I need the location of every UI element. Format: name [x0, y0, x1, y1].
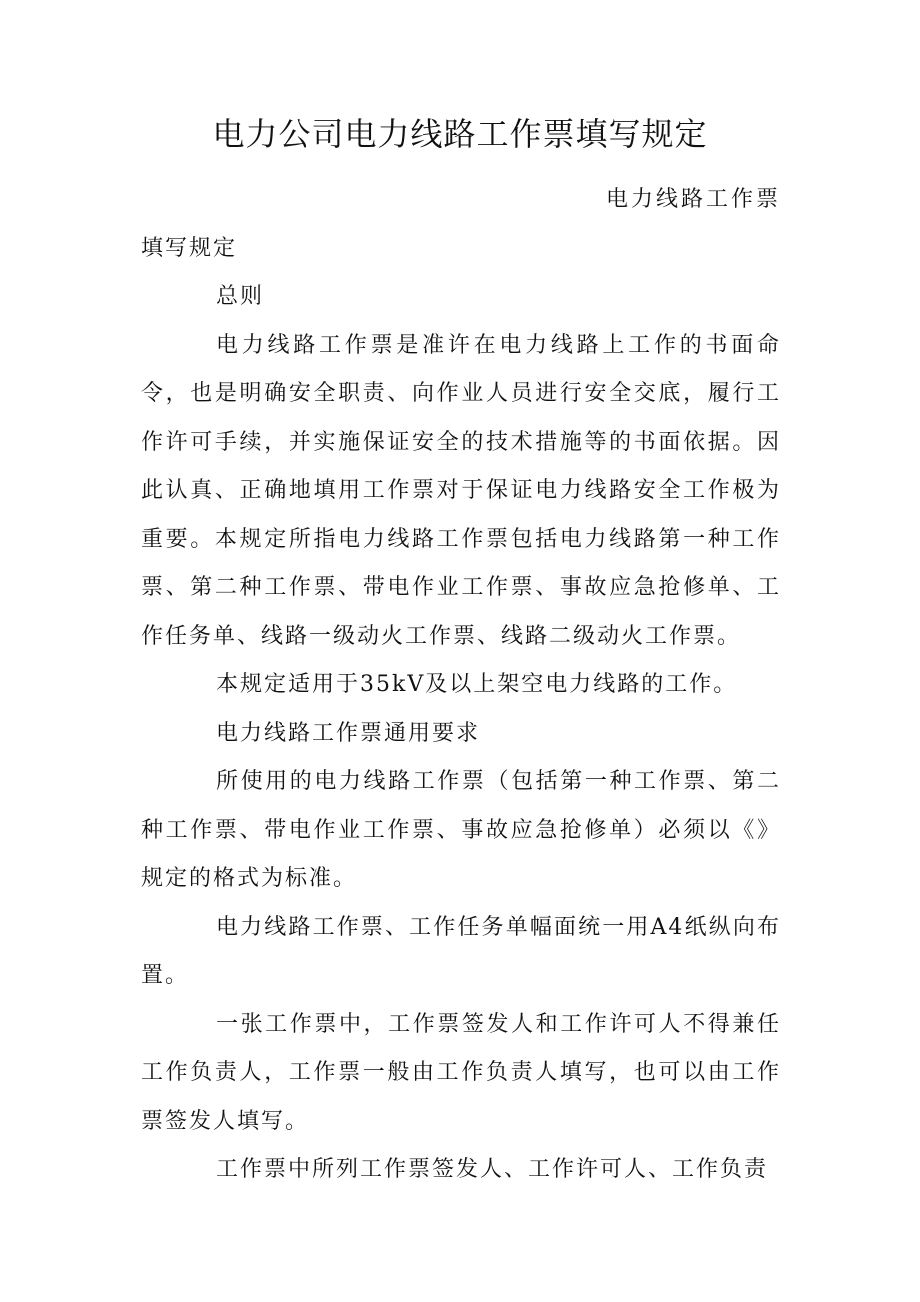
document-body	[141, 176, 781, 1195]
paragraph-4: 电力线路工作票、工作任务单幅面统一用A4纸纵向布置。	[141, 914, 781, 988]
paragraph-2: 本规定适用于35kV及以上架空电力线路的工作。	[216, 672, 738, 697]
paragraph-3: 所使用的电力线路工作票（包括第一种工作票、第二种工作票、带电作业工作票、事故应急抢修单）必须以《》规定的格式为标准。	[141, 769, 781, 891]
document-title: 电力公司电力线路工作票填写规定	[212, 115, 708, 153]
paragraph-5: 一张工作票中，工作票签发人和工作许可人不得兼任工作负责人，工作票一般由工作负责人填写，也可以由工作票签发人填写。	[141, 1011, 781, 1134]
section-heading-requirements: 电力线路工作票通用要求	[216, 720, 481, 746]
paragraph-6: 工作票中所列工作票签发人、工作许可人、工作负责	[216, 1157, 769, 1182]
paragraph-1: 电力线路工作票是准许在电力线路上工作的书面命令，也是明确安全职责、向作业人员进行安全交底，履行工作许可手续，并实施保证安全的技术措施等的书面依据。因此认真、正确地填用工作票对于保证电力线路安全工作极为重要。本规定所指电力线路工作票包括电力线路第一种工作票、第二种工作票、带电作业工作票、事故应急抢修单、工作任务单、线路一级动火工作票、线路二级动火工作票。	[141, 332, 781, 649]
section-heading-general: 总则	[216, 284, 265, 309]
header-left-line: 填写规定	[141, 235, 238, 261]
header-right-line: 电力线路工作票	[605, 187, 781, 212]
